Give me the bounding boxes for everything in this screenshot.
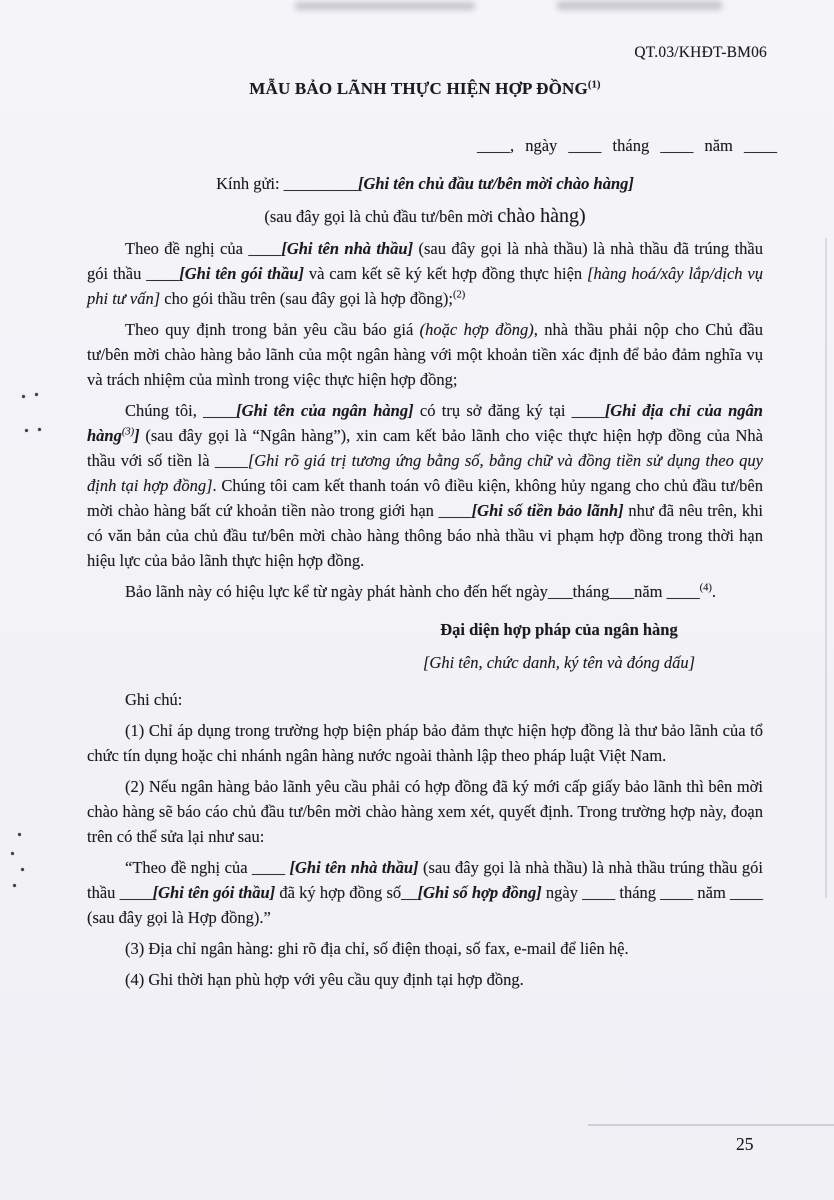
text-segment: (sau đây gọi là nhà thầu) là nhà thầu đã trúng thầu gói thầu ____ (87, 239, 763, 283)
text-segment: đã ký hợp đồng số__ (275, 883, 418, 902)
text-segment: có trụ sở đăng ký tại ____ (413, 401, 605, 420)
text-segment: (4) Ghi thời hạn phù hợp với yêu cầu quy định tại hợp đồng. (125, 970, 524, 989)
salutation-line (87, 171, 763, 196)
signature-heading: Đại diện hợp pháp của ngân hàng (440, 620, 678, 639)
document-title (87, 0, 763, 101)
binder-dot (11, 852, 14, 855)
text-segment: “Theo đề nghị của ____ (125, 858, 290, 877)
binder-dot (18, 833, 21, 836)
note-item-2-quote (87, 855, 763, 930)
text-segment: [Ghi số hợp đồng] (417, 883, 542, 902)
text-segment: cho gói thầu trên (sau đây gọi là hợp đồng); (160, 289, 453, 308)
text-segment: (2) Nếu ngân hàng bảo lãnh yêu cầu phải có hợp đồng đã ký mới cấp giấy bảo lãnh thì bên mời chào hàng sẽ báo cáo chủ đầu tư/bên mời chào hàng xem xét, quyết định. Trong trường hợp này, đoạn trên có thể sửa lại như sau: (87, 777, 763, 846)
sub-salutation-line (87, 203, 763, 230)
paragraph-validity (87, 579, 763, 604)
note-item-1 (87, 718, 763, 768)
notes-label: Ghi chú: (125, 690, 183, 709)
note-item-2 (87, 774, 763, 849)
paragraph-bank-commitment (87, 398, 763, 573)
paragraph-regulation (87, 317, 763, 392)
text-segment: như đã nêu trên, khi có văn bản của chủ đầu tư/bên mời chào hàng thông báo nhà thầu vi phạm hợp đồng trong thời hạn hiệu lực của bảo lãnh thực hiện hợp đồng. (87, 501, 763, 570)
text-segment: chào hàng) (497, 205, 586, 227)
text-segment: [hàng hoá/xây lắp/dịch vụ phi tư vấn] (87, 264, 763, 308)
signature-instruction: [Ghi tên, chức danh, ký tên và đóng dấu] (422, 653, 696, 672)
paragraph-request (87, 236, 763, 311)
text-segment: (sau đây gọi là nhà thầu) là nhà thầu trúng thầu gói thầu ____ (87, 858, 763, 902)
scan-crease-line (825, 238, 827, 898)
page-number: 25 (736, 1134, 754, 1154)
text-segment: (3) Địa chỉ ngân hàng: ghi rõ địa chỉ, số điện thoại, số fax, e-mail để liên hệ. (125, 939, 629, 958)
binder-dot (13, 884, 16, 887)
text-segment: Theo đề nghị của ____ (125, 239, 282, 258)
text-segment: [Ghi tên gói thầu] (152, 883, 276, 902)
text-segment: [Ghi tên gói thầu] (179, 264, 304, 283)
text-segment: (sau đây gọi là chủ đầu tư/bên mời (264, 207, 498, 226)
notes-section (87, 687, 763, 992)
text-segment: [Ghi tên nhà thầu] (281, 239, 414, 258)
text-segment: ngày ____ tháng ____ năm ____ (sau đây gọi là Hợp đồng).” (87, 883, 763, 927)
text-segment: ] (134, 426, 140, 445)
document-title-text: MẪU BẢO LÃNH THỰC HIỆN HỢP ĐỒNG (249, 79, 588, 98)
text-segment: Chúng tôi, ____ (125, 401, 237, 420)
text-segment: Theo quy định trong bản yêu cầu báo giá (125, 320, 420, 339)
text-segment: và cam kết sẽ ký kết hợp đồng thực hiện (303, 264, 588, 283)
binder-dot (25, 429, 28, 432)
title-footnote-ref: (1) (587, 79, 601, 91)
text-segment: (sau đây gọi là “Ngân hàng”), xin cam kết bảo lãnh cho việc thực hiện hợp đồng của Nhà thầu với số tiền là ____ (87, 426, 763, 470)
text-segment: (1) Chỉ áp dụng trong trường hợp biện pháp bảo đảm thực hiện hợp đồng là thư bảo lãnh của tổ chức tín dụng hoặc chi nhánh ngân hàng nước ngoài thành lập theo pháp luật Việt Nam. (87, 721, 763, 765)
date-line: ____, ngày ____ tháng ____ năm ____ (476, 136, 777, 155)
binder-dot (35, 393, 38, 396)
text-segment: . (711, 582, 716, 601)
binder-dot (22, 395, 25, 398)
text-segment: , nhà thầu phải nộp cho Chủ đầu tư/bên mời chào hàng bảo lãnh của một ngân hàng với một khoản tiền xác định để bảo đảm nghĩa vụ và trách nhiệm của mình trong việc thực hiện hợp đồng; (87, 320, 764, 389)
form-code: QT.03/KHĐT-BM06 (634, 44, 767, 61)
text-segment: (3) (121, 426, 135, 438)
text-segment: [Ghi địa chỉ của ngân hàng (87, 401, 763, 445)
text-segment: [Ghi tên của ngân hàng] (236, 401, 414, 420)
note-item-3 (87, 936, 763, 961)
text-segment: Kính gửi: _________ (216, 174, 358, 193)
binder-dot (38, 428, 41, 431)
text-segment: [Ghi tên nhà thầu] (289, 858, 419, 877)
text-segment: [Ghi số tiền bảo lãnh] (471, 501, 624, 520)
text-segment: Bảo lãnh này có hiệu lực kể từ ngày phát hành cho đến hết ngày___tháng___năm ____ (125, 582, 700, 601)
text-segment: . Chúng tôi cam kết thanh toán vô điều kiện, không hủy ngang cho chủ đầu tư/bên mời chào hàng bất cứ khoản tiền nào trong giới hạn ____ (87, 476, 763, 520)
text-segment: [Ghi rõ giá trị tương ứng bằng số, bằng chữ và đồng tiền sử dụng theo quy định tại hợp đồng] (87, 451, 763, 495)
text-segment: (4) (699, 582, 712, 594)
document-content (87, 0, 777, 992)
note-item-4 (87, 967, 763, 992)
binder-dot (21, 868, 24, 871)
text-segment: [Ghi tên chủ đầu tư/bên mời chào hàng] (357, 174, 634, 193)
signature-block (87, 617, 763, 675)
footer-rule-line (588, 1124, 834, 1126)
text-segment: (hoặc hợp đồng) (419, 320, 534, 339)
text-segment: (2) (453, 289, 466, 301)
